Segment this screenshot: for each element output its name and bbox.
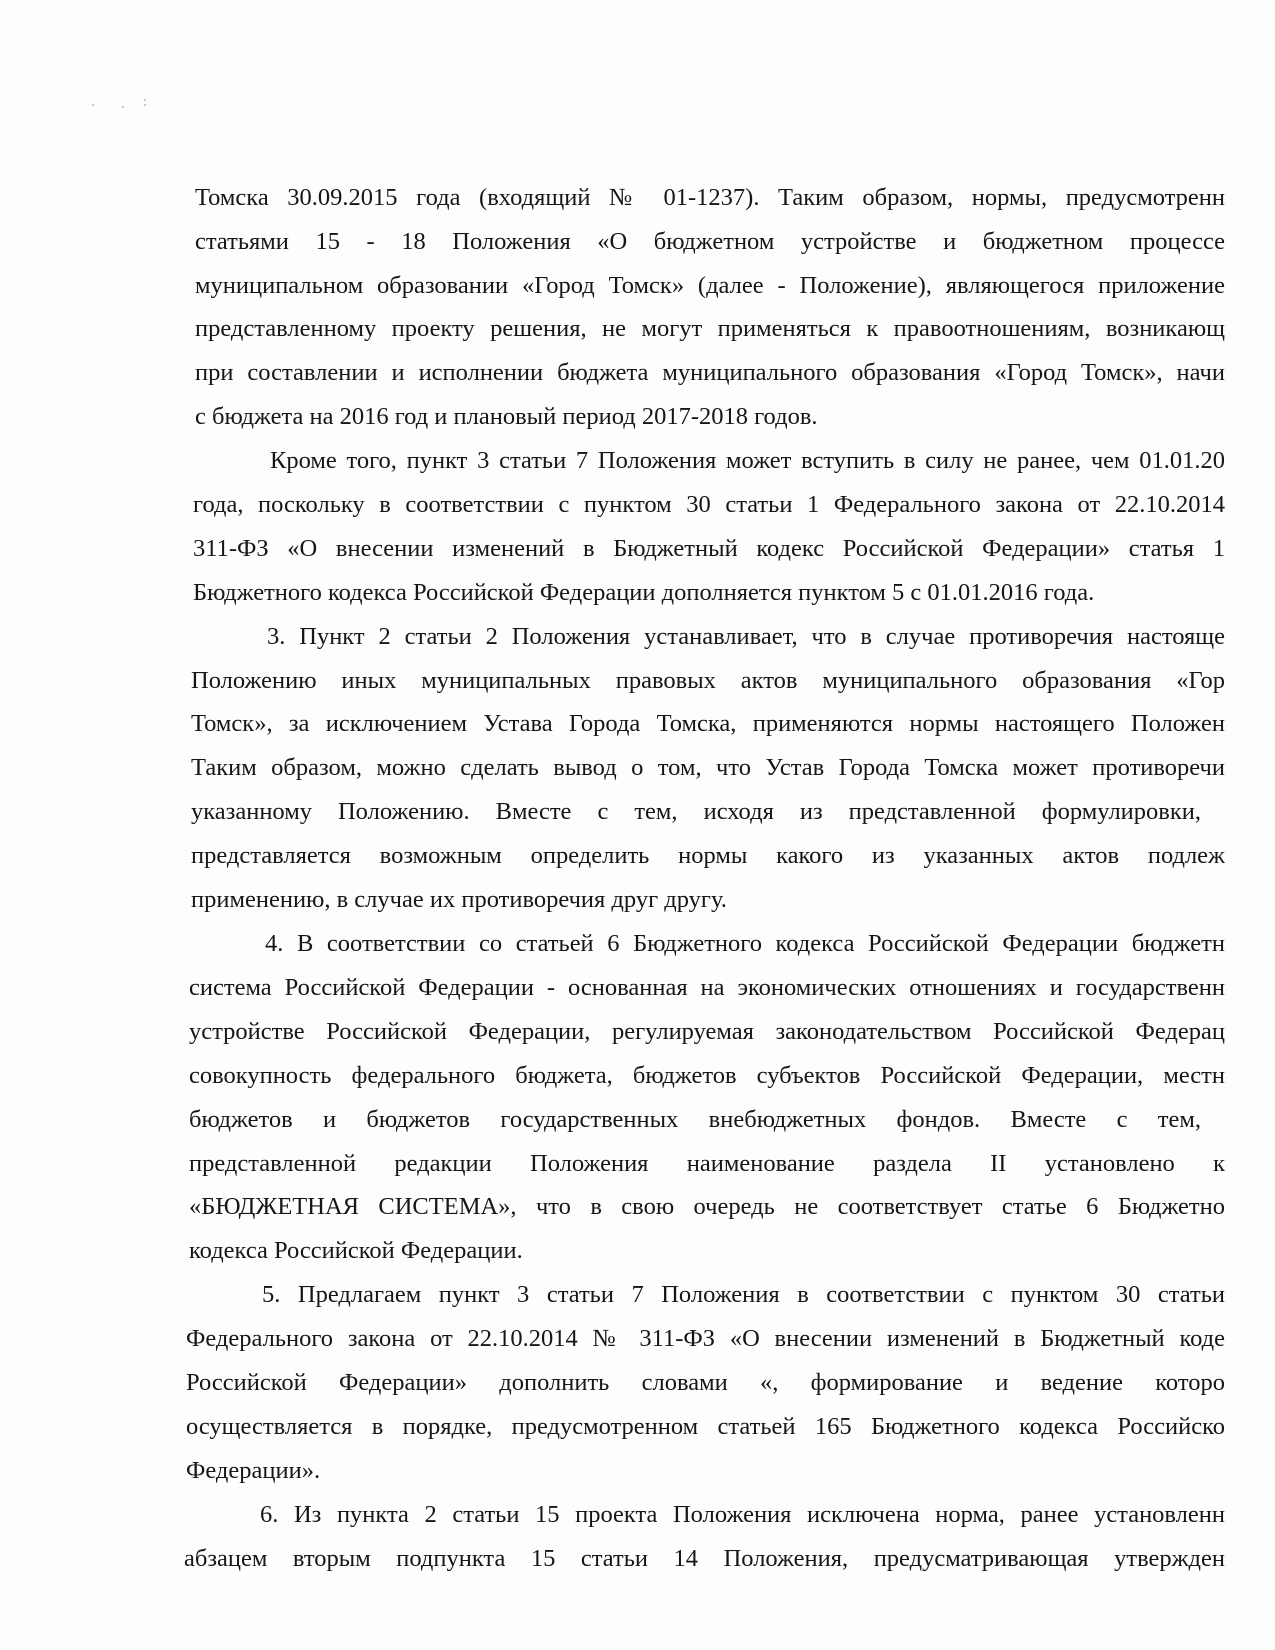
- text-line: при составлении и исполнении бюджета муниципального образования «Город Томск», начи: [195, 359, 1225, 386]
- text-line: с бюджета на 2016 год и плановый период 2017-2018 годов.: [195, 403, 818, 430]
- text-line: применению, в случае их противоречия друг другу.: [191, 886, 727, 913]
- text-line: представленному проекту решения, не могут применяться к правоотношениям, возникающ: [195, 315, 1225, 342]
- text-line: совокупность федерального бюджета, бюджетов субъектов Российской Федерации, местн: [189, 1062, 1225, 1089]
- text-line: Кроме того, пункт 3 статьи 7 Положения может вступить в силу не ранее, чем 01.01.20: [270, 447, 1225, 474]
- text-line: бюджетов и бюджетов государственных внебюджетных фондов. Вместе с тем,: [189, 1106, 1201, 1133]
- text-line: «БЮДЖЕТНАЯ СИСТЕМА», что в свою очередь не соответствует статье 6 Бюджетно: [189, 1193, 1225, 1220]
- text-line: устройстве Российской Федерации, регулируемая законодательством Российской Федерац: [189, 1018, 1225, 1045]
- text-line: представляется возможным определить нормы какого из указанных актов подлеж: [191, 842, 1225, 869]
- text-line: Положению иных муниципальных правовых актов муниципального образования «Гор: [191, 667, 1225, 694]
- text-line: Российской Федерации» дополнить словами «, формирование и ведение которо: [186, 1369, 1225, 1396]
- text-line: Федерации».: [186, 1457, 321, 1484]
- text-line: абзацем вторым подпункта 15 статьи 14 Положения, предусматривающая утвержден: [184, 1545, 1225, 1572]
- text-line: 5. Предлагаем пункт 3 статьи 7 Положения в соответствии с пунктом 30 статьи: [262, 1281, 1225, 1308]
- text-line: муниципальном образовании «Город Томск» (далее - Положение), являющегося приложение: [195, 272, 1225, 299]
- text-line: осуществляется в порядке, предусмотренном статьей 165 Бюджетного кодекса Российско: [186, 1413, 1225, 1440]
- text-line: Томск», за исключением Устава Города Томска, применяются нормы настоящего Положен: [191, 710, 1225, 737]
- text-line: года, поскольку в соответствии с пунктом 30 статьи 1 Федерального закона от 22.10.2014: [193, 491, 1225, 518]
- text-line: статьями 15 - 18 Положения «О бюджетном устройстве и бюджетном процессе: [195, 228, 1225, 255]
- text-line: Таким образом, можно сделать вывод о том, что Устав Города Томска может противоречи: [191, 754, 1225, 781]
- text-line: кодекса Российской Федерации.: [189, 1237, 523, 1264]
- text-line: система Российской Федерации - основанная на экономических отношениях и государственн: [189, 974, 1225, 1001]
- text-line: представленной редакции Положения наименование раздела II установлено к: [189, 1150, 1225, 1177]
- text-line: 6. Из пункта 2 статьи 15 проекта Положения исключена норма, ранее установленн: [260, 1501, 1225, 1528]
- text-line: 4. В соответствии со статьей 6 Бюджетного кодекса Российской Федерации бюджетн: [265, 930, 1225, 957]
- text-line: Томска 30.09.2015 года (входящий № 01-1237). Таким образом, нормы, предусмотренн: [195, 184, 1225, 211]
- text-line: Федерального закона от 22.10.2014 № 311-ФЗ «О внесении изменений в Бюджетный коде: [186, 1325, 1225, 1352]
- text-line: 3. Пункт 2 статьи 2 Положения устанавливает, что в случае противоречия настояще: [267, 623, 1225, 650]
- text-line: Бюджетного кодекса Российской Федерации дополняется пунктом 5 с 01.01.2016 года.: [193, 579, 1095, 606]
- text-line: указанному Положению. Вместе с тем, исходя из представленной формулировки,: [191, 798, 1201, 825]
- text-line: 311-ФЗ «О внесении изменений в Бюджетный кодекс Российской Федерации» статья 1: [193, 535, 1225, 562]
